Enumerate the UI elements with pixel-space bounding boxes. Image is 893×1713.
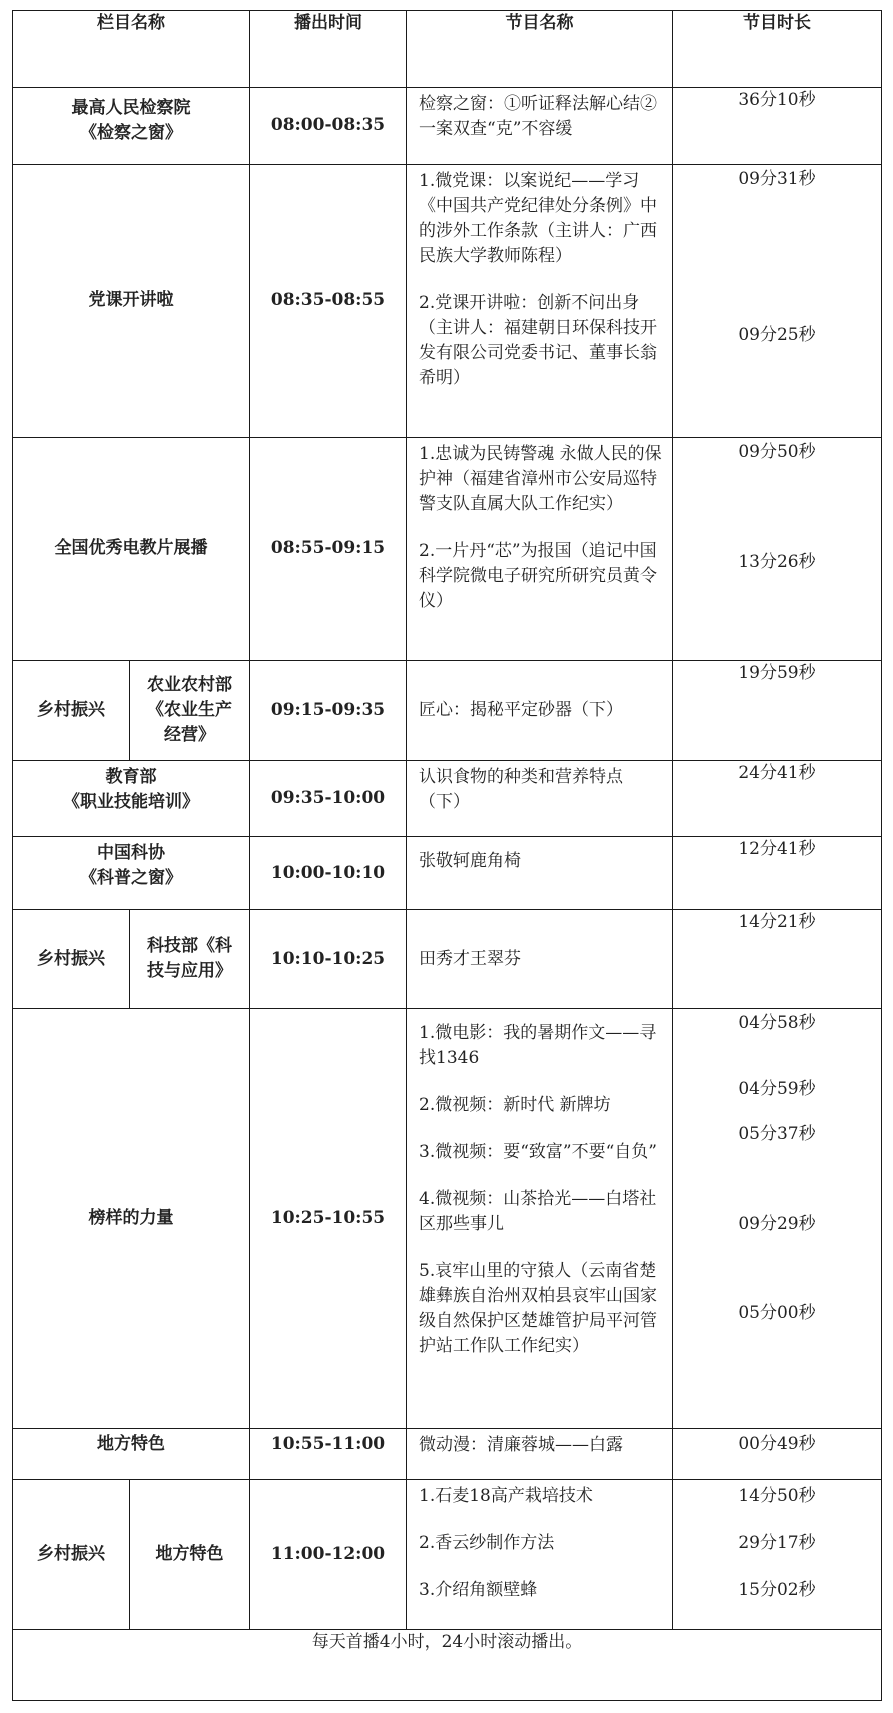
sub-column-cell: 农业农村部《农业生产经营》 [130,661,250,761]
duration-value: 05分00秒 [738,1302,816,1323]
table-row [13,836,882,909]
sub-column-cell: 科技部《科技与应用》 [130,910,250,1009]
header-program-name: 节目名称 [407,11,673,88]
column-name-cell: 乡村振兴 [13,1480,130,1629]
program-cell [407,836,673,909]
column-name-cell [13,836,250,909]
air-time-cell: 10:00-10:10 [250,836,407,909]
program-cell [407,761,673,837]
program-item: 匠心：揭秘平定砂器（下） [419,700,623,721]
column-name-cell: 地方特色 [13,1428,250,1480]
duration-cell: 00分49秒 [673,1428,882,1480]
column-subtitle: 《检察之窗》 [80,122,182,143]
program-item: 1.石麦18高产栽培技术 [419,1486,593,1507]
air-time-cell: 11:00-12:00 [250,1480,407,1629]
air-time-cell: 10:55-11:00 [250,1428,407,1480]
table-row [13,87,882,164]
sub-column-cell: 地方特色 [130,1480,250,1629]
program-cell [407,661,673,761]
program-item: 检察之窗：①听证释法解心结②一案双查“克”不容缓 [419,93,657,139]
duration-value: 05分37秒 [738,1123,816,1144]
duration-cell: 12分41秒 [673,836,882,909]
air-time-cell: 10:25-10:55 [250,1008,407,1428]
program-item: 2.一片丹“芯”为报国（追记中国科学院微电子研究所研究员黄令仪） [419,540,657,611]
program-item: 3.微视频：要“致富”不要“自负” [419,1141,657,1162]
program-cell [407,1008,673,1428]
table-row [13,437,882,661]
header-row [13,11,882,88]
duration-cell [673,164,882,437]
program-item: 田秀才王翠芬 [419,948,521,969]
program-cell [407,1428,673,1480]
program-cell [407,437,673,661]
program-item: 1.微电影：我的暑期作文——寻找1346 [419,1022,657,1068]
column-name-cell [13,761,250,837]
column-name-cell: 乡村振兴 [13,661,130,761]
column-name-cell: 全国优秀电教片展播 [13,437,250,661]
duration-value: 09分29秒 [738,1213,816,1234]
table-row [13,1008,882,1428]
duration-cell [673,1008,882,1428]
air-time-cell: 10:10-10:25 [250,910,407,1009]
column-subtitle: 《科普之窗》 [80,867,182,888]
column-name-cell: 党课开讲啦 [13,164,250,437]
duration-cell: 36分10秒 [673,87,882,164]
footer-row [13,1629,882,1700]
program-item: 微动漫：清廉蓉城——白露 [419,1434,623,1455]
duration-value: 04分59秒 [738,1078,816,1099]
program-cell [407,87,673,164]
program-cell [407,910,673,1009]
duration-value: 13分26秒 [738,551,816,572]
duration-value: 04分58秒 [738,1012,816,1033]
duration-cell: 24分41秒 [673,761,882,837]
duration-cell [673,1480,882,1629]
column-name: 教育部 [105,767,157,788]
duration-value: 09分25秒 [738,324,816,345]
program-item: 5.哀牢山里的守猿人（云南省楚雄彝族自治州双柏县哀牢山国家级自然保护区楚雄管护局平河管护站工作队工作纪实） [419,1260,657,1356]
column-name-cell: 乡村振兴 [13,910,130,1009]
column-name: 中国科协 [97,842,165,863]
program-item: 1.微党课：以案说纪——学习《中国共产党纪律处分条例》中的涉外工作条款（主讲人：广西民族大学教师陈程） [419,170,657,266]
column-name: 最高人民检察院 [71,97,191,118]
program-item: 2.微视频：新时代 新牌坊 [419,1094,611,1115]
air-time-cell: 09:15-09:35 [250,661,407,761]
column-subtitle: 《职业技能培训》 [63,792,199,813]
program-cell [407,1480,673,1629]
duration-cell: 19分59秒 [673,661,882,761]
table-row [13,661,882,761]
table-row [13,164,882,437]
program-cell [407,164,673,437]
header-column-name: 栏目名称 [13,11,250,88]
duration-value: 09分50秒 [738,441,816,462]
program-item: 张敬轲鹿角椅 [419,850,521,871]
air-time-cell: 08:35-08:55 [250,164,407,437]
table-row [13,1480,882,1629]
column-name-cell: 榜样的力量 [13,1008,250,1428]
table-row [13,1428,882,1480]
duration-value: 15分02秒 [738,1580,816,1601]
duration-cell: 14分21秒 [673,910,882,1009]
table-row [13,910,882,1009]
program-item: 认识食物的种类和营养特点（下） [419,767,623,813]
column-name-cell [13,87,250,164]
program-item: 2.香云纱制作方法 [419,1533,555,1554]
header-air-time: 播出时间 [250,11,407,88]
duration-value: 29分17秒 [738,1533,816,1554]
air-time-cell: 08:00-08:35 [250,87,407,164]
air-time-cell: 08:55-09:15 [250,437,407,661]
duration-value: 09分31秒 [738,168,816,189]
program-item: 1.忠诚为民铸警魂 永做人民的保护神（福建省漳州市公安局巡特警支队直属大队工作纪实） [419,443,662,514]
program-item: 3.介绍角额壁蜂 [419,1580,538,1601]
header-duration: 节目时长 [673,11,882,88]
duration-value: 14分50秒 [738,1486,816,1507]
schedule-table [12,10,882,1701]
duration-cell [673,437,882,661]
air-time-cell: 09:35-10:00 [250,761,407,837]
program-item: 4.微视频：山茶拾光——白塔社区那些事儿 [419,1188,657,1234]
table-row [13,761,882,837]
footer-note: 每天首播4小时，24小时滚动播出。 [13,1629,882,1700]
program-item: 2.党课开讲啦：创新不问出身（主讲人：福建朝日环保科技开发有限公司党委书记、董事长翁希明） [419,292,657,388]
